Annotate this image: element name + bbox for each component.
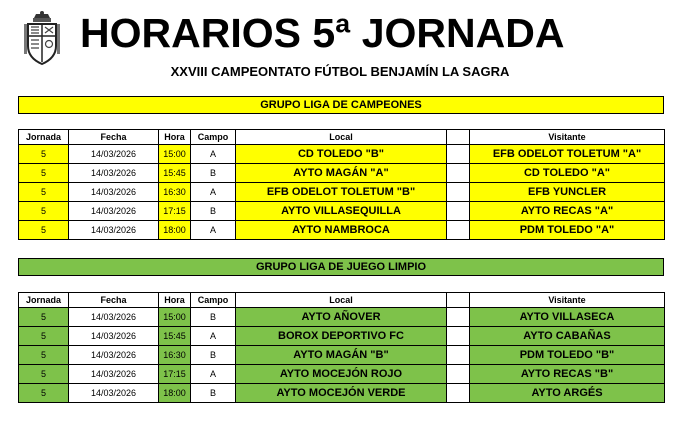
col-local: Local: [236, 130, 447, 145]
table-row: [19, 384, 665, 403]
cell-jornada: 5: [19, 164, 69, 183]
cell-hora: 16:30: [159, 346, 191, 365]
cell-visitante: EFB ODELOT TOLETUM "A": [470, 145, 665, 164]
cell-hora: 18:00: [159, 221, 191, 240]
col-fecha: Fecha: [69, 130, 159, 145]
cell-gap: [447, 327, 470, 346]
table-row: [19, 365, 665, 384]
cell-local: AYTO MAGÁN "A": [236, 164, 447, 183]
cell-local: AYTO AÑOVER: [236, 308, 447, 327]
cell-local: BOROX DEPORTIVO FC: [236, 327, 447, 346]
cell-jornada: 5: [19, 202, 69, 221]
cell-gap: [447, 221, 470, 240]
cell-jornada: 5: [19, 346, 69, 365]
table-row: [19, 221, 665, 240]
cell-gap: [447, 384, 470, 403]
cell-jornada: 5: [19, 145, 69, 164]
cell-gap: [447, 183, 470, 202]
cell-gap: [447, 164, 470, 183]
cell-local: AYTO MAGÁN "B": [236, 346, 447, 365]
table-row: [19, 183, 665, 202]
table-header-row: [19, 130, 665, 145]
table-row: [19, 327, 665, 346]
col-gap: [447, 130, 470, 145]
page-subtitle: XXVIII CAMPEONTATO FÚTBOL BENJAMÍN LA SAGRA: [170, 64, 510, 79]
col-campo: Campo: [191, 130, 236, 145]
cell-fecha: 14/03/2026: [69, 183, 159, 202]
cell-local: EFB ODELOT TOLETUM "B": [236, 183, 447, 202]
table-row: [19, 308, 665, 327]
cell-local: AYTO MOCEJÓN VERDE: [236, 384, 447, 403]
cell-fecha: 14/03/2026: [69, 221, 159, 240]
cell-gap: [447, 202, 470, 221]
cell-hora: 15:45: [159, 327, 191, 346]
cell-fecha: 14/03/2026: [69, 327, 159, 346]
cell-local: AYTO VILLASEQUILLA: [236, 202, 447, 221]
col-jornada: Jornada: [19, 130, 69, 145]
col-campo: Campo: [191, 293, 236, 308]
cell-campo: A: [191, 145, 236, 164]
cell-visitante: PDM TOLEDO "B": [470, 346, 665, 365]
col-visitante: Visitante: [470, 293, 665, 308]
cell-campo: B: [191, 346, 236, 365]
cell-jornada: 5: [19, 308, 69, 327]
table-row: [19, 346, 665, 365]
cell-hora: 17:15: [159, 365, 191, 384]
crest-logo: [22, 10, 62, 66]
cell-jornada: 5: [19, 384, 69, 403]
cell-visitante: AYTO RECAS "A": [470, 202, 665, 221]
cell-fecha: 14/03/2026: [69, 346, 159, 365]
cell-hora: 15:45: [159, 164, 191, 183]
col-visitante: Visitante: [470, 130, 665, 145]
cell-gap: [447, 365, 470, 384]
col-local: Local: [236, 293, 447, 308]
cell-jornada: 5: [19, 183, 69, 202]
table-row: [19, 145, 665, 164]
cell-campo: A: [191, 327, 236, 346]
cell-fecha: 14/03/2026: [69, 308, 159, 327]
cell-hora: 15:00: [159, 145, 191, 164]
cell-visitante: AYTO RECAS "B": [470, 365, 665, 384]
cell-fecha: 14/03/2026: [69, 164, 159, 183]
cell-hora: 16:30: [159, 183, 191, 202]
cell-campo: B: [191, 308, 236, 327]
cell-hora: 18:00: [159, 384, 191, 403]
cell-jornada: 5: [19, 327, 69, 346]
cell-visitante: AYTO ARGÉS: [470, 384, 665, 403]
table-row: [19, 202, 665, 221]
col-jornada: Jornada: [19, 293, 69, 308]
cell-hora: 15:00: [159, 308, 191, 327]
col-gap: [447, 293, 470, 308]
table-row: [19, 164, 665, 183]
cell-campo: B: [191, 164, 236, 183]
table-header-row: [19, 293, 665, 308]
cell-visitante: CD TOLEDO "A": [470, 164, 665, 183]
schedule-table-campeones: [18, 129, 665, 240]
cell-local: AYTO NAMBROCA: [236, 221, 447, 240]
cell-gap: [447, 145, 470, 164]
cell-jornada: 5: [19, 365, 69, 384]
cell-gap: [447, 308, 470, 327]
cell-fecha: 14/03/2026: [69, 365, 159, 384]
cell-local: AYTO MOCEJÓN ROJO: [236, 365, 447, 384]
cell-visitante: AYTO CABAÑAS: [470, 327, 665, 346]
col-fecha: Fecha: [69, 293, 159, 308]
cell-campo: B: [191, 384, 236, 403]
cell-visitante: EFB YUNCLER: [470, 183, 665, 202]
group-header-juego-limpio: GRUPO LIGA DE JUEGO LIMPIO: [18, 258, 664, 276]
cell-fecha: 14/03/2026: [69, 145, 159, 164]
cell-campo: A: [191, 221, 236, 240]
cell-hora: 17:15: [159, 202, 191, 221]
group-header-campeones: GRUPO LIGA DE CAMPEONES: [18, 96, 664, 114]
cell-fecha: 14/03/2026: [69, 384, 159, 403]
page-title: HORARIOS 5ª JORNADA: [80, 10, 565, 56]
cell-fecha: 14/03/2026: [69, 202, 159, 221]
cell-campo: B: [191, 202, 236, 221]
cell-visitante: PDM TOLEDO "A": [470, 221, 665, 240]
cell-gap: [447, 346, 470, 365]
cell-local: CD TOLEDO "B": [236, 145, 447, 164]
schedule-table-juego-limpio: [18, 292, 665, 403]
cell-visitante: AYTO VILLASECA: [470, 308, 665, 327]
col-hora: Hora: [159, 293, 191, 308]
cell-campo: A: [191, 183, 236, 202]
cell-campo: A: [191, 365, 236, 384]
cell-jornada: 5: [19, 221, 69, 240]
col-hora: Hora: [159, 130, 191, 145]
